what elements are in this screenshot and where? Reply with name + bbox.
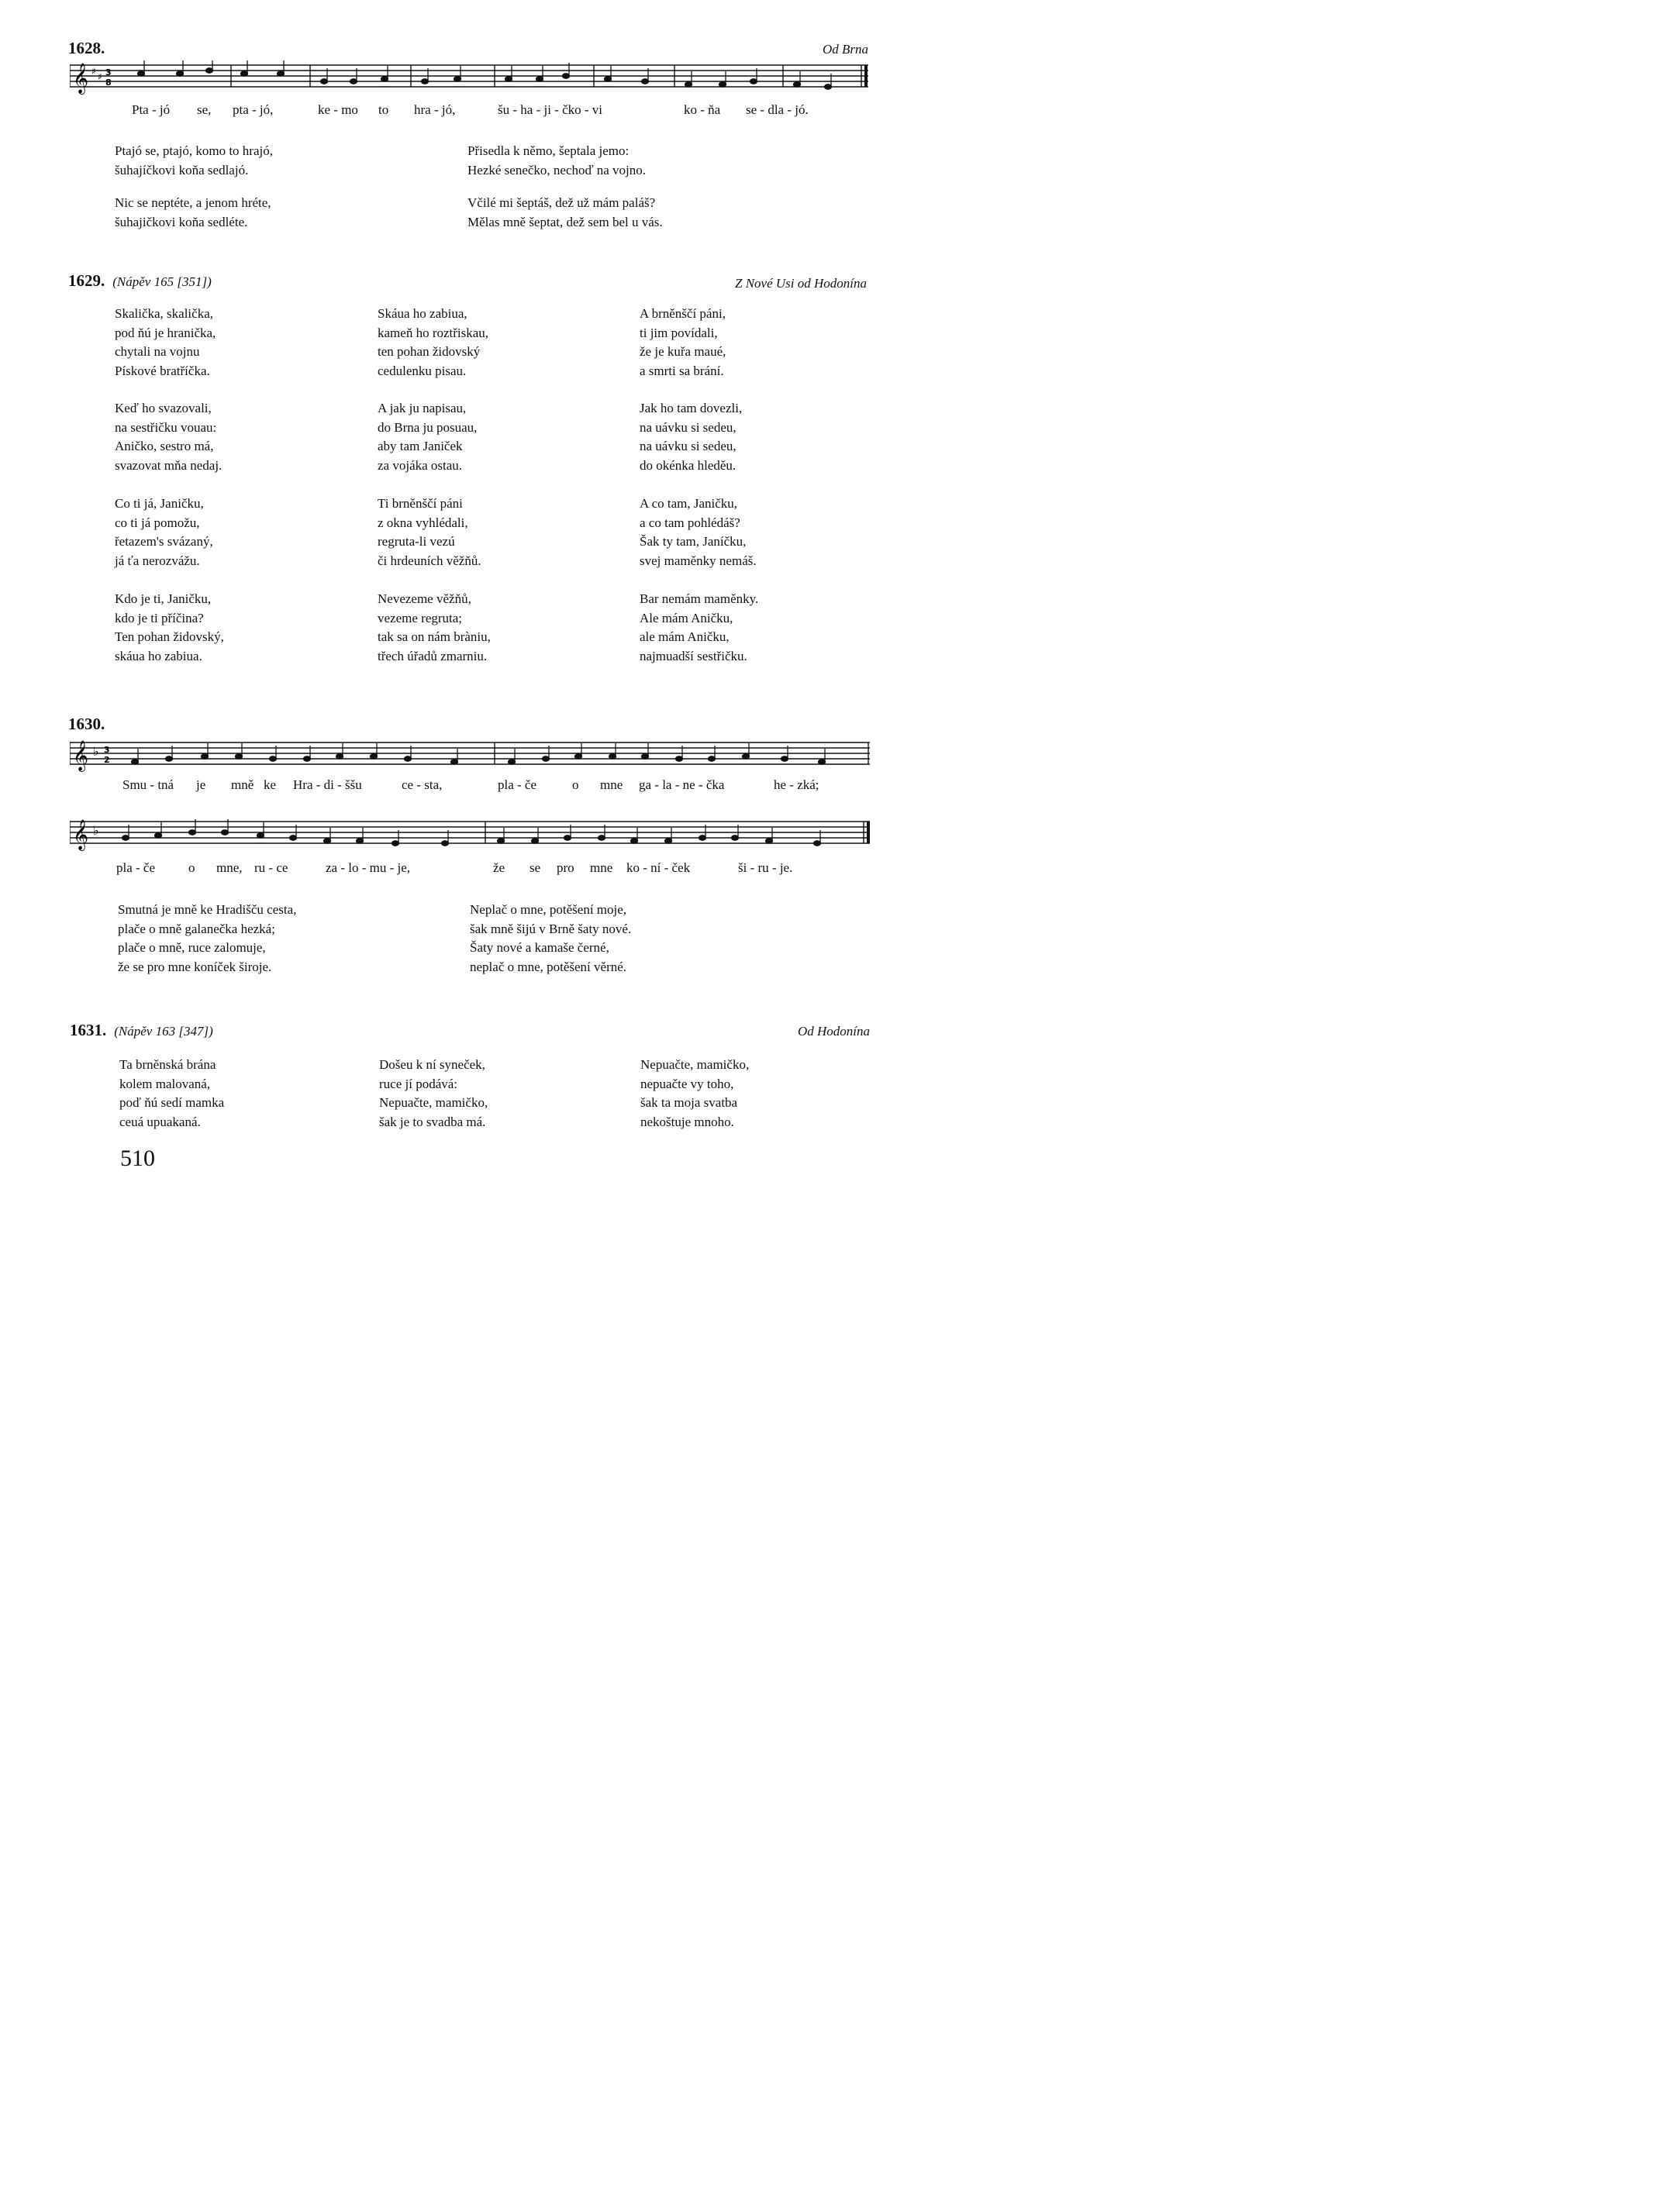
melody-lyric: ke — [264, 777, 277, 792]
melody-lyric: mne — [600, 777, 623, 792]
stanza: Ti brněnščí páni z okna vyhlédali, regruta-li vezú či hrdeuních věžňů. — [378, 496, 481, 568]
svg-text:♭: ♭ — [93, 823, 99, 838]
svg-text:3: 3 — [104, 745, 110, 755]
stanza: Došeu k ní syneček, ruce jí podává: Nepuačte, mamičko, šak je to svadba má. — [379, 1057, 488, 1129]
stanza: Neplač o mne, potěšení moje, šak mně šijú v Brně šaty nové. Šaty nové a kamaše černé, neplač o mne, potěšení věrné. — [470, 902, 632, 974]
svg-text:8: 8 — [105, 78, 112, 88]
melody-lyric: šu - ha - ji - čko - vi — [498, 102, 603, 117]
melody-lyric: mne — [590, 860, 613, 875]
svg-text:3: 3 — [105, 67, 112, 78]
melody-lyric: se - dla - jó. — [746, 102, 809, 117]
music-staff-1630-line2 — [70, 815, 871, 854]
melody-lyric: hra - jó, — [414, 102, 456, 117]
melody-reference: (Nápěv 163 [347]) — [114, 1024, 213, 1039]
music-staff-1628 — [70, 60, 870, 98]
stanza: Jak ho tam dovezli, na uávku si sedeu, na uávku si sedeu, do okénka hleděu. — [640, 401, 743, 473]
stanza: Nic se neptéte, a jenom hréte, šuhajičkovi koňa sedléte. — [115, 195, 271, 229]
stanza: Smutná je mně ke Hradišču cesta, plače o mně galanečka hezká; plače o mně, ruce zalomuje, že se pro mne koníček široje. — [118, 902, 297, 974]
stanza: Ptajó se, ptajó, komo to hrajó, šuhajíčkovi koňa sedlajó. — [115, 143, 273, 177]
melody-lyric: pta - jó, — [233, 102, 274, 117]
stanza: Nepuačte, mamičko, nepuačte vy toho, šak ta moja svatba nekoštuje mnoho. — [640, 1057, 750, 1129]
melody-lyric: he - zká; — [774, 777, 819, 792]
melody-lyric: za - lo - mu - je, — [326, 860, 411, 875]
page-number: 510 — [120, 1146, 155, 1171]
svg-text:𝄞: 𝄞 — [73, 819, 89, 850]
melody-lyric: o — [188, 860, 195, 875]
melody-lyric: Smu - tná — [122, 777, 174, 792]
song-number-1628: 1628. — [68, 39, 105, 57]
stanza: Nevezeme věžňů, vezeme regruta; tak sa on nám bràniu, třech úřadů zmarniu. — [378, 591, 491, 663]
stanza: A co tam, Janičku, a co tam pohlédáš? Šak ty tam, Janíčku, svej maměnky nemáš. — [640, 496, 757, 568]
melody-lyric: pla - če — [116, 860, 156, 875]
stanza: Skalička, skalička, pod ňú je hranička, chytali na vojnu Pískové bratříčka. — [115, 306, 216, 378]
melody-lyric: ke - mo — [318, 102, 358, 117]
melody-lyric: se — [530, 860, 541, 875]
melody-lyric: Hra - di - ššu — [293, 777, 362, 792]
song-number-1630: 1630. — [68, 715, 105, 733]
svg-text:♯: ♯ — [91, 66, 96, 77]
song-source-1631: Od Hodonína — [797, 1024, 870, 1039]
music-staff-1630-line1 — [70, 736, 871, 775]
stanza: Keď ho svazovali, na sestřičku vouau: Aničko, sestro má, svazovat mňa nedaj. — [115, 401, 223, 473]
melody-lyric: Pta - jó — [132, 102, 171, 117]
melody-lyric: ši - ru - je. — [738, 860, 793, 875]
svg-text:♭: ♭ — [93, 744, 99, 759]
melody-lyric: se, — [197, 102, 212, 117]
stanza: Kdo je ti, Janičku, kdo je ti příčina? Ten pohan židovský, skáua ho zabiua. — [115, 591, 224, 663]
melody-lyric: o — [572, 777, 579, 792]
melody-lyric: pla - če — [498, 777, 537, 792]
melody-lyric: ru - ce — [254, 860, 288, 875]
melody-lyric: ko - ňa — [684, 102, 721, 117]
stanza: Skáua ho zabiua, kameň ho roztřiskau, ten pohan židovský cedulenku pisau. — [378, 306, 489, 378]
song-source-1628: Od Brna — [822, 42, 868, 57]
melody-lyric: to — [378, 102, 389, 117]
svg-text:𝄞: 𝄞 — [73, 63, 89, 94]
stanza: Co ti já, Janičku, co ti já pomožu, řetazem's svázaný, já ťa nerozvážu. — [115, 496, 213, 568]
melody-lyric: mne, — [216, 860, 243, 875]
melody-lyric: ko - ní - ček — [626, 860, 691, 875]
melody-lyric: mně — [231, 777, 254, 792]
stanza: A jak ju napisau, do Brna ju posuau, aby tam Janiček za vojáka ostau. — [378, 401, 478, 473]
stanza: Včilé mi šeptáš, dež už mám paláš? Mělas mně šeptat, dež sem bel u vás. — [467, 195, 663, 229]
melody-reference: (Nápěv 165 [351]) — [112, 274, 212, 289]
stanza: A brněnščí páni, ti jim povídali, že je kuřa maué, a smrti sa brání. — [640, 306, 726, 378]
melody-lyric: je — [196, 777, 206, 792]
svg-text:𝄞: 𝄞 — [73, 740, 89, 771]
stanza: Přisedla k němo, šeptala jemo: Hezké senečko, nechoď na vojno. — [467, 143, 647, 177]
melody-lyric: ce - sta, — [402, 777, 443, 792]
svg-text:2: 2 — [104, 755, 110, 765]
song-number-1629: 1629. (Nápěv 165 [351]) — [68, 271, 212, 290]
melody-lyric: ga - la - ne - čka — [639, 777, 725, 792]
melody-lyric: že — [493, 860, 505, 875]
stanza: Bar nemám maměnky. Ale mám Aničku, ale mám Aničku, najmuadší sestřičku. — [640, 591, 759, 663]
melody-lyric: pro — [557, 860, 574, 875]
svg-text:♯: ♯ — [98, 71, 102, 82]
song-source-1629: Z Nové Usi od Hodonína — [735, 276, 867, 291]
stanza: Ta brněnská brána kolem malovaná, poď ňú sedí mamka ceuá upuakaná. — [119, 1057, 225, 1129]
song-number-1631: 1631. (Nápěv 163 [347]) — [70, 1021, 213, 1039]
